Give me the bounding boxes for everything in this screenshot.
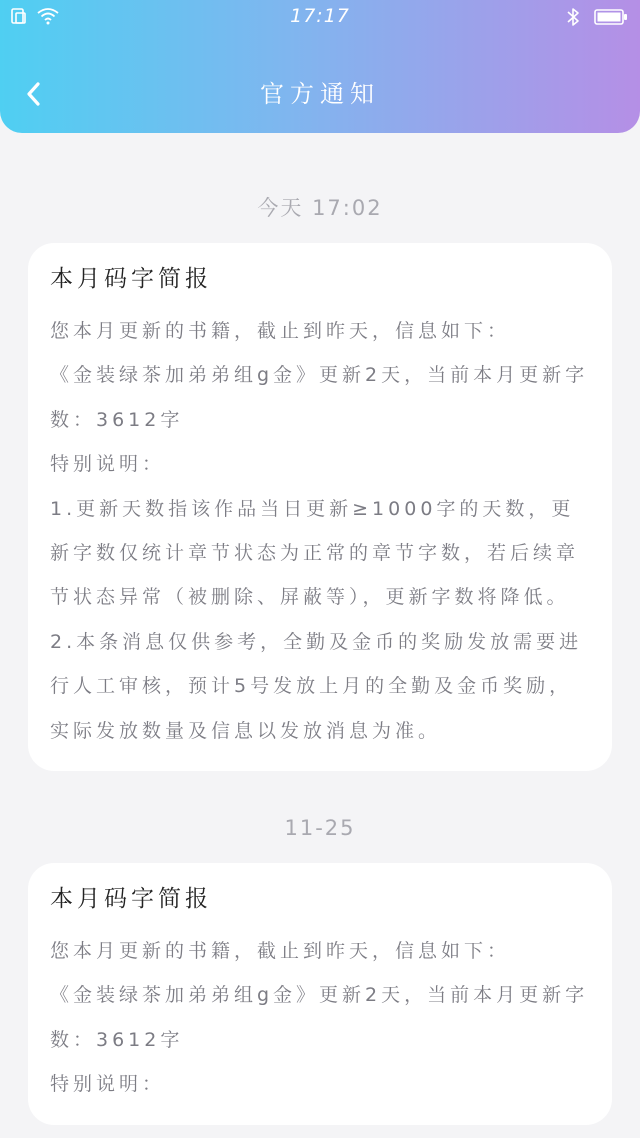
- page-title: 官方通知: [260, 80, 380, 108]
- message-line: 2.本条消息仅供参考，全勤及金币的奖励发放需要进行人工审核，预计5号发放上月的全勤及金币奖励，实际发放数量及信息以发放消息为准。: [50, 630, 583, 742]
- notification-feed[interactable]: [0, 133, 640, 1125]
- status-time: 17:17: [290, 5, 350, 27]
- message-line: 特别说明：: [50, 1073, 166, 1096]
- card-body: [50, 309, 590, 753]
- status-bar: [0, 0, 640, 34]
- card-body: [50, 929, 590, 1107]
- message-line: 《金装绿茶加弟弟组g金》更新2天，当前本月更新字数：3612字: [50, 984, 589, 1051]
- status-right-icons: [566, 7, 628, 27]
- message-card[interactable]: [28, 243, 612, 771]
- message-line: 特别说明：: [50, 453, 166, 476]
- battery-icon: [594, 8, 628, 26]
- date-separator: 今天 17:02: [257, 196, 383, 220]
- card-title: 本月码字简报: [50, 886, 212, 913]
- card-title: 本月码字简报: [50, 266, 212, 292]
- message-line: 1.更新天数指该作品当日更新≥1000字的天数，更新字数仅统计章节状态为正常的章节字数，若后续章节状态异常（被删除、屏蔽等），更新字数将降低。: [50, 497, 580, 609]
- message-line: 您本月更新的书籍，截止到昨天，信息如下：: [50, 940, 511, 963]
- message-line: 您本月更新的书籍，截止到昨天，信息如下：: [50, 320, 511, 342]
- bluetooth-icon: [566, 7, 580, 27]
- message-card[interactable]: [28, 863, 612, 1125]
- message-line: 《金装绿茶加弟弟组g金》更新2天，当前本月更新字数：3612字: [50, 364, 589, 431]
- date-separator: 11-25: [284, 816, 356, 841]
- header-bar: [0, 0, 640, 133]
